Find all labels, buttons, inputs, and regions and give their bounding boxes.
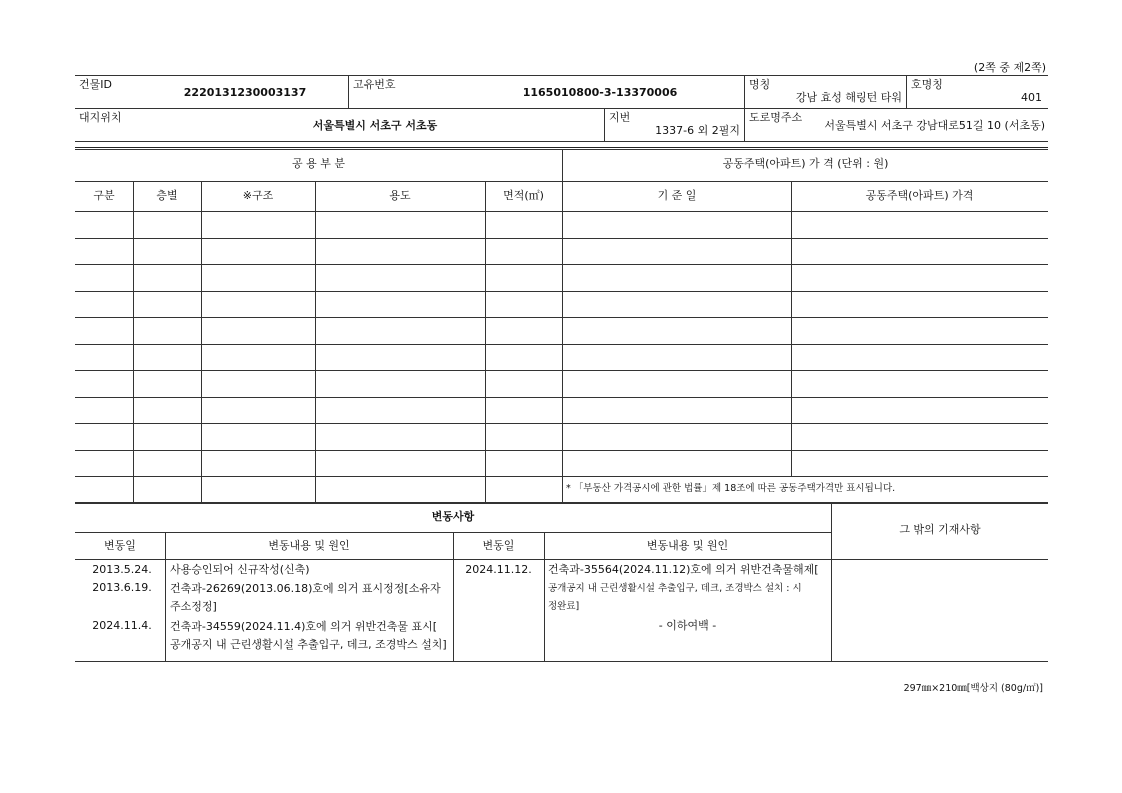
unique-no-value: 1165010800-3-13370006 bbox=[522, 86, 678, 99]
end-mark: - 이하여백 - bbox=[658, 619, 717, 632]
change-content: 공개공지 내 근린생활시설 추출입구, 데크, 조경박스 설치 : 시 bbox=[548, 583, 802, 594]
change-date: 2013.5.24. bbox=[92, 563, 152, 576]
page-indicator: (2쪽 중 제2쪽) bbox=[973, 61, 1046, 74]
header-bottom-line bbox=[75, 141, 1048, 142]
name-label: 명칭 bbox=[749, 78, 771, 91]
table-row bbox=[75, 450, 1048, 451]
road-label: 도로명주소 bbox=[749, 111, 803, 124]
header-top-line bbox=[75, 75, 1048, 76]
header-mid-line bbox=[75, 108, 1048, 109]
change-date: 2024.11.4. bbox=[92, 619, 152, 632]
change-content: 건축과-35564(2024.11.12)호에 의거 위반건축물해제[ bbox=[548, 563, 819, 576]
change-date: 2024.11.12. bbox=[465, 563, 532, 576]
table-row bbox=[75, 317, 1048, 318]
unit-value: 401 bbox=[1021, 91, 1042, 104]
col-base-date: 기 준 일 bbox=[657, 189, 697, 202]
site-value: 서울특별시 서초구 서초동 bbox=[312, 119, 438, 132]
changes-col-content-left: 변동내용 및 원인 bbox=[268, 539, 350, 552]
table-row bbox=[75, 264, 1048, 265]
price-note: * 「부동산 가격공시에 관한 법률」제 18조에 따른 공동주택가격만 표시됩니다. bbox=[566, 483, 896, 494]
changes-col-date-right: 변동일 bbox=[482, 539, 515, 552]
building-id-label: 건물ID bbox=[79, 78, 112, 91]
table-row bbox=[75, 397, 1048, 398]
changes-col-content-right: 변동내용 및 원인 bbox=[646, 539, 729, 552]
site-label: 대지위치 bbox=[79, 111, 122, 124]
table-row bbox=[75, 423, 1048, 424]
table-row bbox=[75, 238, 1048, 239]
table-row bbox=[75, 476, 1048, 477]
col-structure: ※구조 bbox=[242, 189, 274, 202]
table-top-line bbox=[75, 147, 1048, 148]
price-section-title: 공동주택(아파트) 가 격 (단위 : 원) bbox=[722, 157, 889, 170]
change-content: 사용승인되어 신규작성(신축) bbox=[170, 563, 310, 576]
table-row bbox=[75, 344, 1048, 345]
common-section-title: 공 용 부 분 bbox=[292, 157, 345, 170]
change-content: 공개공지 내 근린생활시설 추출입구, 데크, 조경박스 설치] bbox=[170, 638, 447, 651]
col-floor: 층별 bbox=[156, 189, 178, 202]
table-row bbox=[75, 503, 1048, 504]
table-row bbox=[75, 370, 1048, 371]
unit-label: 호명칭 bbox=[911, 78, 943, 91]
name-value: 강남 효성 해링턴 타워 bbox=[795, 91, 902, 104]
lot-value: 1337-6 외 2필지 bbox=[655, 124, 740, 137]
table-row bbox=[75, 291, 1048, 292]
change-content: 건축과-34559(2024.11.4)호에 의거 위반건축물 표시[ bbox=[170, 620, 438, 633]
change-content: 정완료] bbox=[548, 601, 580, 612]
paper-spec: 297㎜×210㎜[백상지 (80g/㎡)] bbox=[903, 683, 1043, 694]
change-content: 주소정정] bbox=[170, 600, 217, 613]
building-id-value: 2220131230003137 bbox=[183, 86, 307, 99]
col-price: 공동주택(아파트) 가격 bbox=[865, 189, 974, 202]
lot-label: 지번 bbox=[609, 111, 631, 124]
change-content: 건축과-26269(2013.06.18)호에 의거 표시정정[소유자 bbox=[170, 582, 441, 595]
change-date: 2013.6.19. bbox=[92, 581, 152, 594]
other-title: 그 밖의 기재사항 bbox=[899, 523, 981, 536]
col-use: 용도 bbox=[389, 189, 411, 202]
col-category: 구분 bbox=[93, 189, 115, 202]
road-value: 서울특별시 서초구 강남대로51길 10 (서초동) bbox=[824, 119, 1045, 132]
changes-title: 변동사항 bbox=[431, 510, 475, 523]
col-area: 면적(㎡) bbox=[503, 189, 544, 202]
unique-no-label: 고유번호 bbox=[353, 78, 396, 91]
changes-col-date-left: 변동일 bbox=[104, 539, 136, 552]
